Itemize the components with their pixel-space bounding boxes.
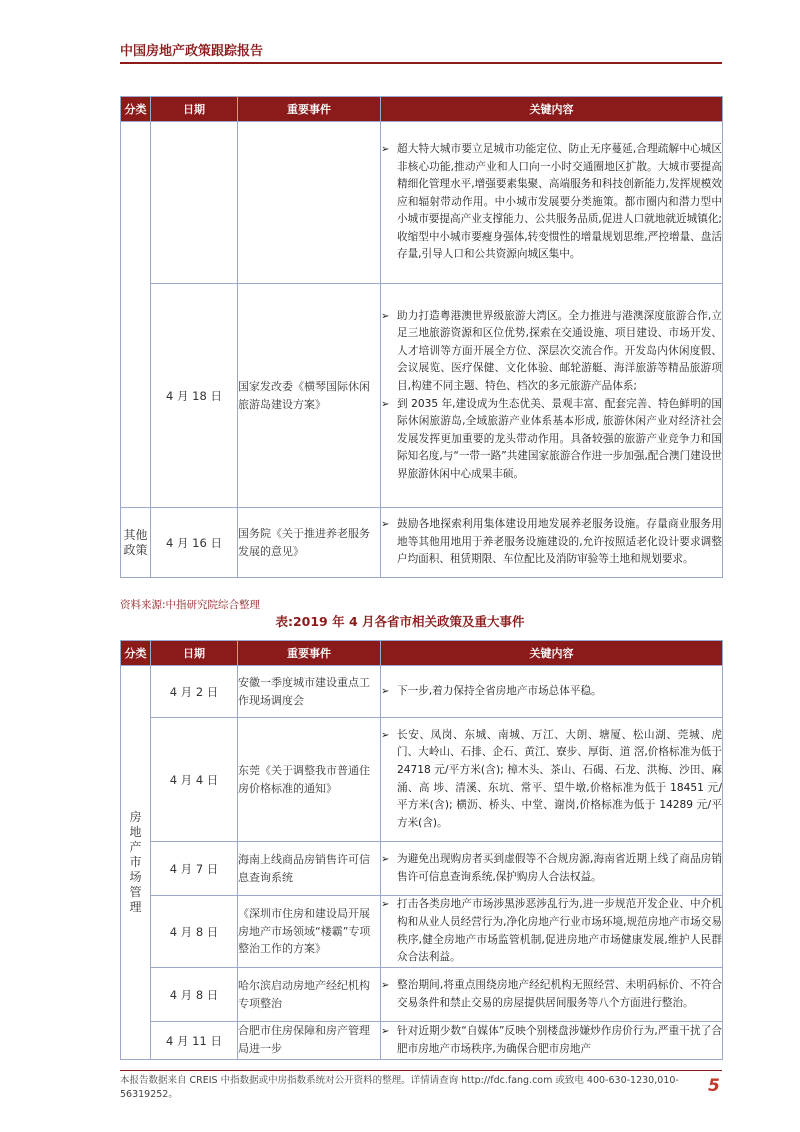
column-header-date: 日期 [151,641,238,666]
column-header-date: 日期 [151,97,238,122]
column-header-category: 分类 [121,641,151,666]
date-cell: 4 月 8 日 [151,896,238,968]
policy-table-national [120,96,723,578]
arrow-bullet-icon: ➢ [381,685,390,697]
content-cell [381,508,723,578]
event-cell: 《深圳市住房和建设局开展房地产市场领域“楼霸”专项整治工作的方案》 [238,896,381,968]
arrow-bullet-icon: ➢ [381,310,390,322]
table-row [121,666,723,718]
list-item: ➢ 整治期间,将重点围绕房地产经纪机构无照经营、未明码标价、不符合交易条件和禁止交易的房屋提供居间服务等八个方面进行整治。 [381,977,722,1012]
date-cell: 4 月 11 日 [151,1022,238,1060]
source-note: 资料来源:中指研究院综合整理 [120,599,261,611]
category-cell: 房地产市场管理 [121,666,151,1060]
arrow-bullet-icon: ➢ [381,398,390,410]
table-row [121,508,723,578]
column-header-event: 重要事件 [238,97,381,122]
arrow-bullet-icon: ➢ [381,143,390,155]
arrow-bullet-icon: ➢ [381,979,390,991]
header-divider [120,62,722,64]
event-cell: 国家发改委《横琴国际休闲旅游岛建设方案》 [238,284,381,508]
list-item: ➢ 长安、凤岗、东城、南城、万江、大朗、塘厦、松山湖、莞城、虎门、大岭山、石排、企石、黄江、寮步、厚街、道 滘,价格标准为低于 24718 元/平方米(含); 樟木头、茶山、石碣、石龙、洪梅、沙田、麻涌、高 埗、清溪、东坑、常平、望牛墩,价格标准为低于 18451 元/平方米(含); 横沥、桥头、中堂、谢岗,价格标准为低于 14289 元/平方米(含)。 [381,727,722,833]
event-cell: 安徽一季度城市建设重点工作现场调度会 [238,666,381,718]
arrow-bullet-icon: ➢ [381,1025,390,1037]
content-cell [381,842,723,896]
column-header-event: 重要事件 [238,641,381,666]
table-header-row [121,641,723,666]
report-header-title: 中国房地产政策跟踪报告 [120,44,264,59]
footer-divider [120,1070,722,1071]
arrow-bullet-icon: ➢ [381,853,390,865]
table-header-row [121,97,723,122]
content-cell [381,122,723,284]
list-item: ➢ 超大特大城市要立足城市功能定位、防止无序蔓延,合理疏解中心城区非核心功能,推动产业和人口向一小时交通圈地区扩散。大城市要提高精细化管理水平,增强要素集聚、高端服务和科技创新能力,发挥规模效应和辐射带动作用。中小城市发展要分类施策。都市圈内和潜力型中小城市要提高产业支撑能力、公共服务品质,促进人口就地就近城镇化;收缩型中小城市要瘦身强体,转变惯性的增量规划思维,严控增量、盘活存量,引导人口和公共资源向城区集中。 [381,141,722,264]
table-row [121,896,723,968]
event-cell [238,122,381,284]
event-cell: 东莞《关于调整我市普通住房价格标准的通知》 [238,718,381,842]
column-header-category: 分类 [121,97,151,122]
list-item: ➢ 为避免出现购房者买到虚假等不合规房源,海南省近期上线了商品房销售许可信息查询系统,保护购房人合法权益。 [381,851,722,886]
content-cell [381,666,723,718]
content-cell [381,968,723,1022]
arrow-bullet-icon: ➢ [381,519,390,531]
list-item: ➢ 到 2035 年,建设成为生态优美、景观丰富、配套完善、特色鲜明的国际休闲旅游岛,全域旅游产业体系基本形成, 旅游休闲产业对经济社会发展发挥更加重要的龙头带动作用。具备较强的旅游产业竞争力和国际知名度,与“一带一路”共建国家旅游合作进一步加强,配合澳门建设世界旅游休闲中心成果丰硕。 [381,396,722,484]
date-cell: 4 月 18 日 [151,284,238,508]
list-item: ➢ 打击各类房地产市场涉黑涉恶涉乱行为,进一步规范开发企业、中介机构和从业人员经营行为,净化房地产行业市场环境,规范房地产市场交易秩序,健全房地产市场监管机制,促进房地产市场健康发展,维护人民群众合法利益。 [381,896,722,966]
event-cell: 合肥市住房保障和房产管理局进一步 [238,1022,381,1060]
list-item: ➢ 针对近期少数“自媒体”反映个别楼盘涉嫌炒作房价行为,严重干扰了合肥市房地产市场秩序,为确保合肥市房地产 [381,1023,722,1058]
policy-table-local [120,640,723,1060]
table-caption: 表:2019 年 4 月各省市相关政策及重大事件 [275,614,525,629]
content-cell [381,896,723,968]
event-cell: 国务院《关于推进养老服务发展的意见》 [238,508,381,578]
date-cell: 4 月 16 日 [151,508,238,578]
column-header-content: 关键内容 [381,97,723,122]
category-cell-continued [121,122,151,508]
list-item: ➢ 助力打造粤港澳世界级旅游大湾区。全力推进与港澳深度旅游合作,立足三地旅游资源和区位优势,探索在交通设施、项目建设、市场开发、人才培训等方面开展全方位、深层次交流合作。开发岛内休闲度假、会议展览、医疗保健、文化体验、邮轮游艇、海洋旅游等精品旅游项目,构建不同主题、特色、档次的多元旅游产品体系; [381,308,722,396]
table-row [121,122,723,284]
content-cell [381,284,723,508]
footer-disclaimer: 本报告数据来自 CREIS 中指数据或中房指数系统对公开资料的整理。详情请查询 http://fdc.fang.com 或致电 400-630-1230,010-56319252。 [120,1075,679,1100]
date-cell: 4 月 7 日 [151,842,238,896]
date-cell: 4 月 2 日 [151,666,238,718]
table-row [121,1022,723,1060]
content-cell [381,718,723,842]
table-row [121,842,723,896]
date-cell: 4 月 8 日 [151,968,238,1022]
list-item: ➢ 下一步,着力保持全省房地产市场总体平稳。 [381,683,722,701]
date-cell [151,122,238,284]
event-cell: 海南上线商品房销售许可信息查询系统 [238,842,381,896]
content-cell [381,1022,723,1060]
event-cell: 哈尔滨启动房地产经纪机构专项整治 [238,968,381,1022]
date-cell: 4 月 4 日 [151,718,238,842]
arrow-bullet-icon: ➢ [381,729,390,741]
category-cell: 其他政策 [121,508,151,578]
table-row [121,284,723,508]
page-number: 5 [708,1076,720,1096]
table-row [121,718,723,842]
column-header-content: 关键内容 [381,641,723,666]
arrow-bullet-icon: ➢ [381,899,390,911]
table-row [121,968,723,1022]
list-item: ➢ 鼓励各地探索利用集体建设用地发展养老服务设施。存量商业服务用地等其他用地用于养老服务设施建设的,允许按照适老化设计要求调整户均面积、租赁期限、车位配比及消防审验等土地和规划要求。 [381,516,722,569]
